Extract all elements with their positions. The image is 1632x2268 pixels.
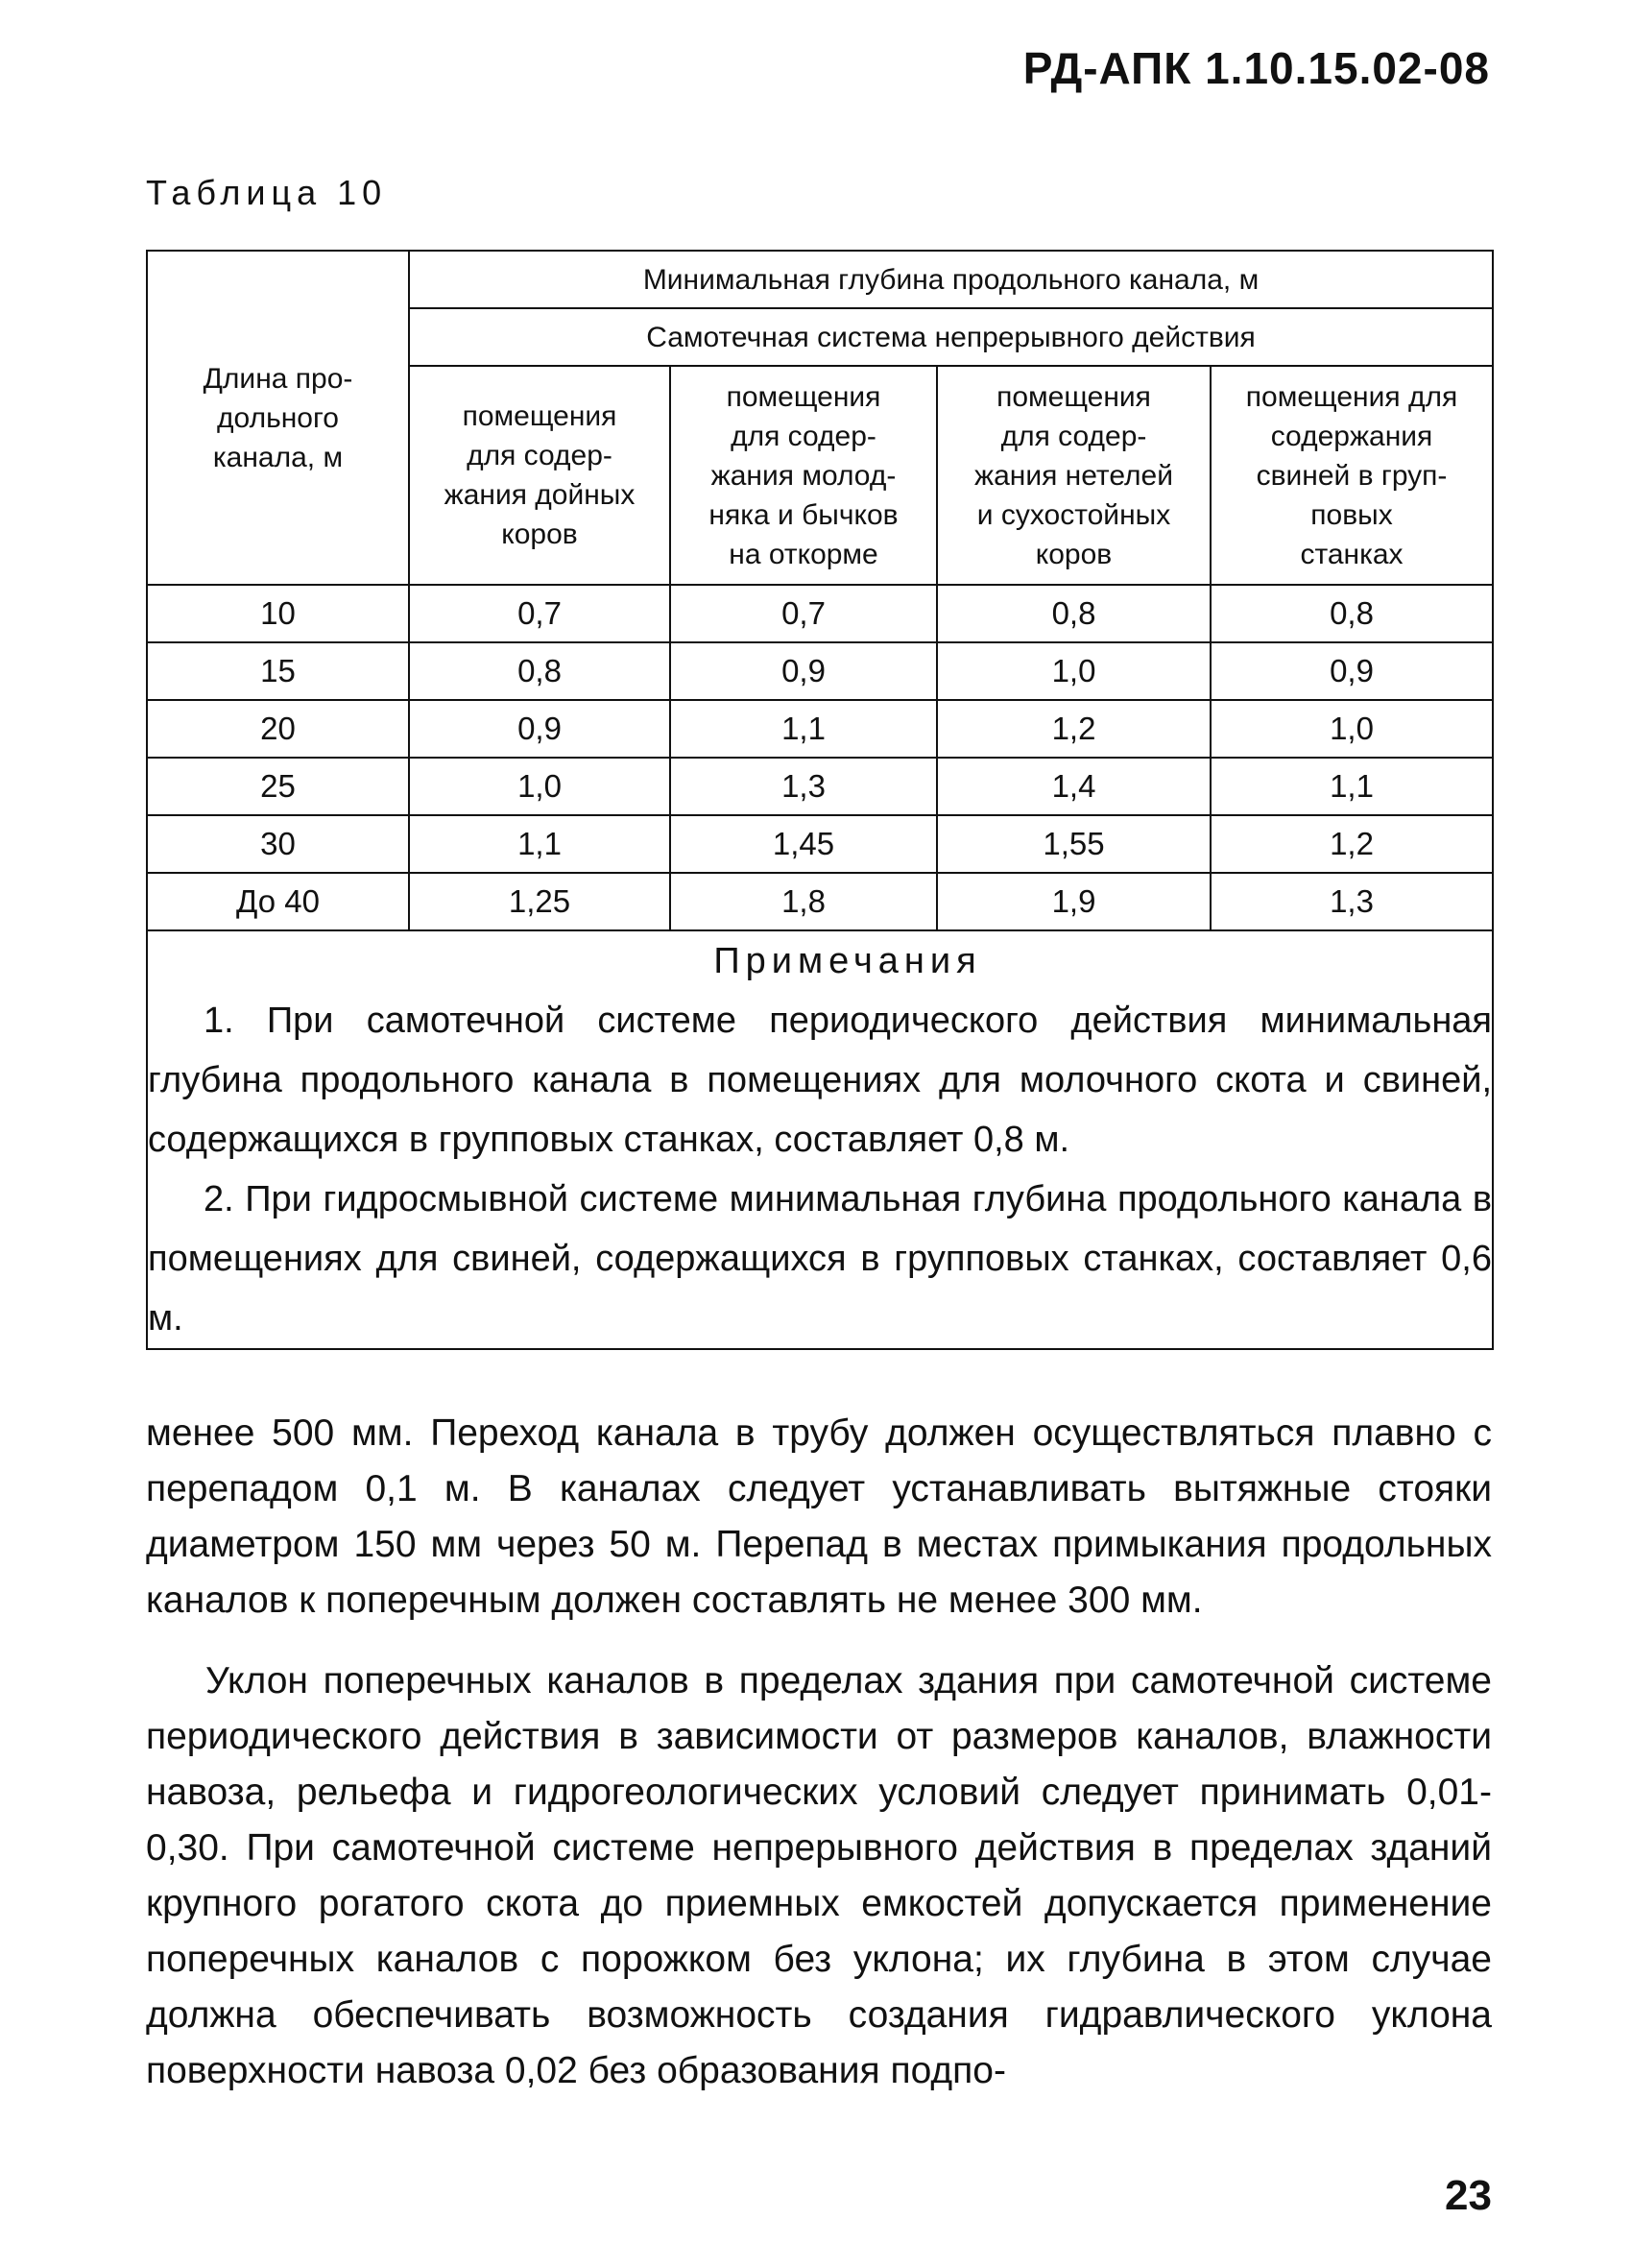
page-number: 23 xyxy=(1445,2172,1492,2219)
note-item: 2. При гидросмывной системе минимальная глубина продольного канала в помещениях для свиней, содержащихся в групповых станках, составляет 0,6 м. xyxy=(148,1179,1493,1339)
column-header-line: повых xyxy=(1310,498,1393,531)
cell-value: 1,25 xyxy=(409,873,670,930)
column-header-line: коров xyxy=(1035,538,1113,570)
cell-value: 1,45 xyxy=(670,815,937,873)
notes-cell xyxy=(147,930,1493,1349)
table-container xyxy=(146,250,1492,1350)
column-header-line: жания дойных xyxy=(444,479,636,511)
column-header-line: коров xyxy=(501,519,578,550)
column-header-line: помещения xyxy=(996,380,1151,413)
cell-length: 25 xyxy=(147,758,409,815)
length-header-line-3: канала, м xyxy=(212,441,344,473)
cell-length: 20 xyxy=(147,700,409,758)
cell-value: 0,7 xyxy=(670,585,937,642)
column-header-line: свиней в груп- xyxy=(1256,459,1448,492)
notes-list xyxy=(148,991,1492,1348)
column-header-heifers xyxy=(937,366,1211,585)
cell-value: 1,2 xyxy=(937,700,1211,758)
document-code: РД-АПК 1.10.15.02-08 xyxy=(1022,43,1490,93)
column-header-line: на откорме xyxy=(729,538,878,570)
cell-value: 1,4 xyxy=(937,758,1211,815)
depth-table xyxy=(146,250,1494,1350)
notes-title: Примечания xyxy=(713,941,982,981)
column-header-line: жания нетелей xyxy=(974,459,1173,492)
cell-length: 30 xyxy=(147,815,409,873)
column-header-dairy-cows xyxy=(409,366,670,585)
cell-value: 1,1 xyxy=(670,700,937,758)
column-header-pigs xyxy=(1211,366,1493,585)
table-row xyxy=(147,873,1493,930)
cell-value: 0,9 xyxy=(1211,642,1493,700)
system-header: Самотечная система непрерывного действия xyxy=(409,308,1493,366)
column-header-young-stock xyxy=(670,366,937,585)
note-item: 1. При самотечной системе периодического действия минимальная глубина продольного канала в помещениях для молочного скота и свиней, содержащихся в групповых станках, составляет 0,8 м. xyxy=(148,1001,1493,1160)
column-header-line: для содер- xyxy=(1000,420,1147,452)
table-row xyxy=(147,815,1493,873)
cell-value: 1,3 xyxy=(670,758,937,815)
cell-value: 1,8 xyxy=(670,873,937,930)
body-paragraph: менее 500 мм. Переход канала в трубу должен осуществляться плавно с перепадом 0,1 м. В каналах следует устанавливать вытяжные стояки диаметром 150 мм через 50 м. Перепад в местах примыкания продольных каналов к поперечным должен составлять не менее 300 мм. xyxy=(146,1412,1492,1621)
table-row xyxy=(147,700,1493,758)
cell-value: 1,1 xyxy=(409,815,670,873)
cell-length: До 40 xyxy=(147,873,409,930)
cell-length: 10 xyxy=(147,585,409,642)
cell-value: 1,0 xyxy=(1211,700,1493,758)
column-header-line: няка и бычков xyxy=(708,498,899,531)
cell-value: 0,8 xyxy=(1211,585,1493,642)
length-header xyxy=(147,251,409,585)
cell-value: 0,7 xyxy=(409,585,670,642)
cell-value: 0,8 xyxy=(937,585,1211,642)
column-header-line: помещения для xyxy=(1245,380,1458,413)
cell-value: 1,3 xyxy=(1211,873,1493,930)
column-header-line: жания молод- xyxy=(710,459,897,492)
depth-header: Минимальная глубина продольного канала, м xyxy=(409,251,1493,308)
column-header-line: содержания xyxy=(1270,420,1433,452)
cell-value: 0,9 xyxy=(409,700,670,758)
column-header-line: помещения xyxy=(726,380,881,413)
table-caption: Таблица 10 xyxy=(146,173,388,212)
length-header-line-2: дольного xyxy=(217,401,339,434)
cell-value: 1,55 xyxy=(937,815,1211,873)
table-row xyxy=(147,758,1493,815)
cell-value: 1,0 xyxy=(937,642,1211,700)
body-text xyxy=(146,1406,1492,2124)
cell-value: 0,8 xyxy=(409,642,670,700)
cell-value: 1,9 xyxy=(937,873,1211,930)
length-header-line-1: Длина про- xyxy=(203,362,353,395)
column-header-line: для содер- xyxy=(467,440,612,471)
column-header-line: станках xyxy=(1300,538,1404,570)
notes-row xyxy=(147,930,1493,1349)
table-row xyxy=(147,585,1493,642)
cell-value: 1,2 xyxy=(1211,815,1493,873)
cell-value: 0,9 xyxy=(670,642,937,700)
column-header-line: и сухостойных xyxy=(976,498,1171,531)
column-header-line: помещения xyxy=(462,400,617,432)
column-header-line: для содер- xyxy=(731,420,876,452)
cell-value: 1,0 xyxy=(409,758,670,815)
table-row xyxy=(147,642,1493,700)
body-paragraph: Уклон поперечных каналов в пределах здания при самотечной системе периодического действия в зависимости от размеров каналов, влажности навоза, рельефа и гидрогеологических условий следует принимать 0,01-0,30. При самотечной системе непрерывного действия в пределах зданий крупного рогатого скота до приемных емкостей допускается применение поперечных каналов с порожком без уклона; их глубина в этом случае должна обеспечивать возможность создания гидравлического уклона поверхности навоза 0,02 без образования подпо- xyxy=(146,1660,1492,2091)
cell-value: 1,1 xyxy=(1211,758,1493,815)
cell-length: 15 xyxy=(147,642,409,700)
